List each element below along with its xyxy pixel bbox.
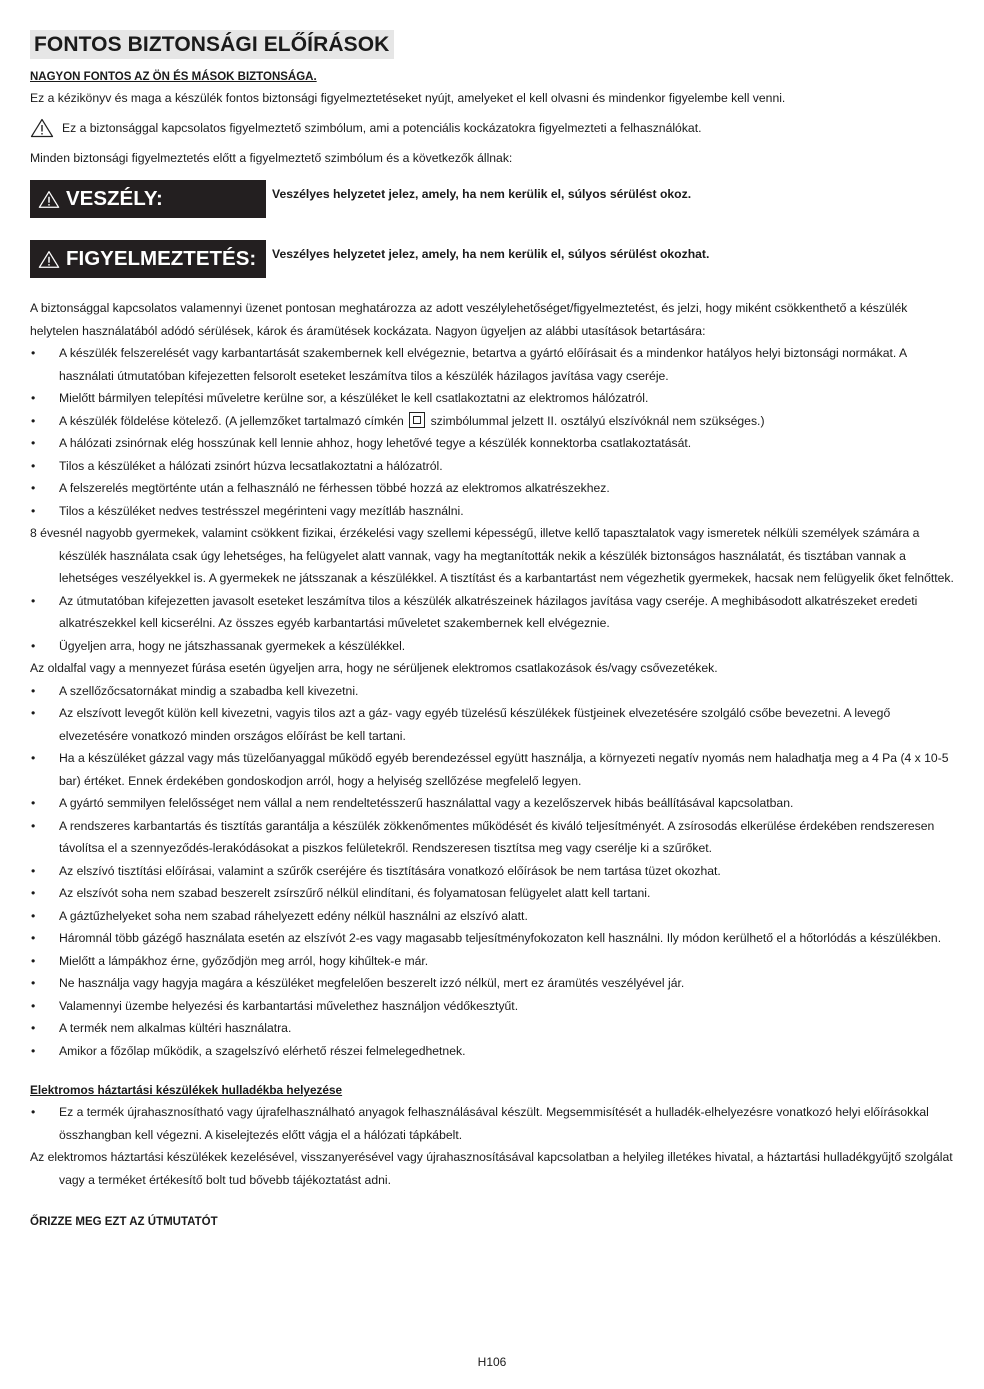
list-item: • Az elszívott levegőt külön kell kivezetni, vagyis tilos azt a gáz- vagy egyéb tüzelésű készülékek füstjeinek elvezetésére szolgáló csőbe bevezetni. A levegő elvezetésére vonatkozó minden országos előírást be kell tartani. (30, 702, 955, 747)
page-number: H106 (477, 1355, 507, 1369)
warning-triangle-icon (38, 190, 60, 209)
list-item: • Ügyeljen arra, hogy ne játszhassanak gyermekek a készülékkel. (30, 635, 955, 658)
symbol-description: Ez a biztonsággal kapcsolatos figyelmeztető szimbólum, ami a potenciális kockázatokra figyelmezteti a felhasználókat. (62, 120, 702, 135)
list-item: • Tilos a készüléket nedves testrésszel megérinteni vagy mezítláb használni. (30, 500, 955, 523)
list-item: • A felszerelés megtörténte után a felhasználó ne férhessen többé hozzá az elektromos alkatrészekhez. (30, 477, 955, 500)
list-item: • A készülék felszerelését vagy karbantartását szakembernek kell elvégeznie, betartva a gyártó előírásait és a mindenkor hatályos helyi biztonsági normákat. A használati útmutatóban kifejezetten felsorolt eseteket leszámítva tilos a készülék házilagos javítása vagy cseréje. (30, 342, 955, 387)
subtitle: NAGYON FONTOS AZ ÖN ÉS MÁSOK BIZTONSÁGA. (30, 71, 317, 83)
list-item: • Valamennyi üzembe helyezési és karbantartási művelethez használjon védőkesztyűt. (30, 995, 955, 1018)
disposal-paragraph: Az elektromos háztartási készülékek kezelésével, visszanyerésével vagy újrahasznosításával kapcsolatban a helyileg illetékes hivatal, a háztartási hulladékgyűjtő szolgálat vagy a terméket értékesítő bolt tud bővebb tájékoztatást adni. (30, 1150, 953, 1187)
instruction-list (30, 342, 955, 522)
instruction-list (30, 680, 955, 1063)
keep-instructions-note: ŐRIZZE MEG EZT AZ ÚTMUTATÓT (30, 1216, 218, 1228)
list-item: • Az elszívót soha nem szabad beszerelt zsírszűrő nélkül elindítani, és folyamatosan felügyelet alatt kell tartani. (30, 882, 955, 905)
list-item: • A gáztűzhelyeket soha nem szabad ráhelyezett edény nélkül használni az elszívó alatt. (30, 905, 955, 928)
signal-intro: Minden biztonsági figyelmeztetés előtt a figyelmeztető szimbólum és a következők állnak: (30, 150, 513, 165)
list-item: • Mielőtt a lámpákhoz érne, győződjön meg arról, hogy kihűltek-e már. (30, 950, 955, 973)
grounding-text-pre: A készülék földelése kötelező. (A jellemzőket tartalmazó címkén (59, 413, 404, 428)
body-intro: A biztonsággal kapcsolatos valamennyi üzenet pontosan meghatározza az adott veszélylehetőséget/figyelmeztetést, és jelzi, hogy miként csökkenthető a készülék helytelen használatából adódó sérülések, károk és áramütések kockázata. Nagyon ügyeljen az alábbi utasítások betartására: (30, 301, 908, 338)
list-item: • Az útmutatóban kifejezetten javasolt eseteket leszámítva tilos a készülék alkatrészeinek házilagos javítása vagy cseréje. A meghibásodott alkatrészeket eredeti alkatrészekkel kell kicserélni. Az összes egyéb karbantartási műveletet szakembernek kell elvégeznie. (30, 590, 955, 635)
safety-page (30, 30, 955, 1233)
list-item: • Ha a készüléket gázzal vagy más tüzelőanyaggal működő egyéb berendezéssel együtt használja, a környezeti negatív nyomás nem haladhatja meg a 4 Pa (4 x 10-5 bar) értéket. Ennek érdekében gondoskodjon arról, hogy a helyiség szellőzése megfelelő legyen. (30, 747, 955, 792)
list-item: • Amikor a főzőlap működik, a szagelszívó elérhető részei felmelegedhetnek. (30, 1040, 955, 1063)
list-item: • Mielőtt bármilyen telepítési műveletre kerülne sor, a készüléket le kell csatlakoztatni az elektromos hálózatról. (30, 387, 955, 410)
warning-label-box (30, 240, 266, 278)
page-title: FONTOS BIZTONSÁGI ELŐÍRÁSOK (30, 30, 394, 59)
instruction-list (30, 590, 955, 658)
list-item: • Ne használja vagy hagyja magára a készüléket megfelelően beszerelt izzó nélkül, mert ez áramütés veszélyével jár. (30, 972, 955, 995)
symbol-row (30, 117, 955, 139)
list-item: • A termék nem alkalmas kültéri használatra. (30, 1017, 955, 1040)
intro-paragraph: Ez a kézikönyv és maga a készülék fontos biztonsági figyelmeztetéseket nyújt, amelyeket el kell olvasni és mindenkor figyelembe kell venni. (30, 91, 786, 105)
safety-instructions (30, 297, 955, 1062)
list-item: • A szellőzőcsatornákat mindig a szabadba kell kivezetni. (30, 680, 955, 703)
list-item: • Háromnál több gázégő használata esetén az elszívót 2-es vagy magasabb teljesítményfokozaton kell használni. Ily módon kerülhető el a hőtorlódás a készülékben. (30, 927, 955, 950)
warning-label: FIGYELMEZTETÉS: (66, 247, 257, 270)
danger-label: VESZÉLY: (66, 187, 163, 210)
danger-label-box (30, 180, 266, 218)
list-item: • Ez a termék újrahasznosítható vagy újrafelhasználható anyagok felhasználásával készült. Megsemmisítését a hulladék-elhelyezésre vonatkozó helyi előírásokkal összhangban kell végezni. A kiselejtezés előtt vágja el a hálózati tápkábelt. (30, 1101, 955, 1146)
list-item-grounding (30, 410, 955, 433)
grounding-text-post: szimbólummal jelzett II. osztályú elszívóknál nem szükséges.) (430, 413, 765, 428)
list-item: • A hálózati zsinórnak elég hosszúnak kell lennie ahhoz, hogy lehetővé tegye a készülék konnektorba csatlakoztatását. (30, 432, 955, 455)
danger-description: Veszélyes helyzetet jelez, amely, ha nem kerülik el, súlyos sérülést okoz. (272, 187, 692, 201)
disposal-list (30, 1101, 955, 1146)
children-paragraph: 8 évesnél nagyobb gyermekek, valamint csökkent fizikai, érzékelési vagy szellemi képességű, illetve kellő tapasztalatok vagy ismeretek nélküli személyek számára a készülék használata csak úgy lehetséges, ha felügyelet alatt vannak, vagy ha megtanították nekik a készülék biztonságos használatát, és tisztában vannak a lehetséges veszélyekkel is. A gyermekek ne játsszanak a készülékkel. A tisztítást és a karbantartást nem végezhetik gyermekek, hacsak nem felügyelik őket felnőttek. (30, 526, 954, 585)
list-item: • A rendszeres karbantartás és tisztítás garantálja a készülék zökkenőmentes működését és kiváló teljesítményét. A zsírosodás elkerülése érdekében rendszeresen távolítsa el a szennyeződés-lerakódásokat a piszkos felületekről. Rendszeresen tisztítsa meg vagy cserélje ki a szűrőket. (30, 815, 955, 860)
warning-triangle-icon (38, 250, 60, 269)
signal-warning-row (30, 240, 955, 278)
warning-description: Veszélyes helyzetet jelez, amely, ha nem kerülik el, súlyos sérülést okozhat. (272, 247, 710, 261)
list-item: • Az elszívó tisztítási előírásai, valamint a szűrők cseréjére és tisztítására vonatkozó előírások be nem tartása tüzet okozhat. (30, 860, 955, 883)
drilling-paragraph: Az oldalfal vagy a mennyezet fúrása esetén ügyeljen arra, hogy ne sérüljenek elektromos csatlakozások és/vagy csővezetékek. (30, 661, 718, 675)
class-ii-symbol-icon (409, 412, 425, 428)
disposal-heading: Elektromos háztartási készülékek hulladékba helyezése (30, 1083, 343, 1097)
signal-danger-row (30, 180, 955, 218)
warning-triangle-icon (30, 118, 54, 138)
list-item: • A gyártó semmilyen felelősséget nem vállal a nem rendeltetésszerű használattal vagy a kezelőszervek hibás beállításával kapcsolatban. (30, 792, 955, 815)
list-item: • Tilos a készüléket a hálózati zsinórt húzva lecsatlakoztatni a hálózatról. (30, 455, 955, 478)
